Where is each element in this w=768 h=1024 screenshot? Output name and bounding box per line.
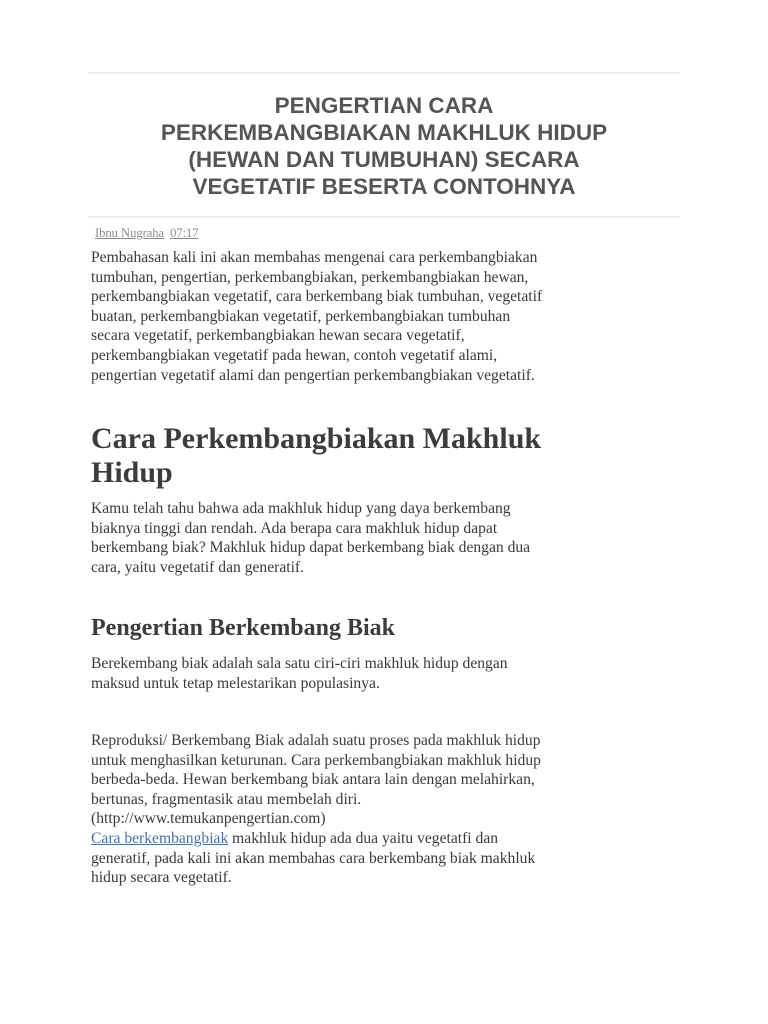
paragraph-cara-berkembangbiak-text: makhluk hidup ada dua yaitu vegetatfi dan generatif, pada kali ini akan membahas cara berkembang biak makhluk hidup secara vegetatif. <box>91 830 536 887</box>
section-heading-pengertian: Pengertian Berkembang Biak <box>91 615 395 641</box>
paragraph-cara-berkembangbiak <box>91 829 691 888</box>
intro-paragraph: Pembahasan kali ini akan membahas mengenai cara perkembangbiakan tumbuhan, pengertian, perkembangbiakan, perkembangbiakan hewan, perkembangbiakan vegetatif, cara berkembang biak tumbuhan, vegetatif buatan, perkembangbiakan vegetatif, perkembangbiakan tumbuhan secara vegetatif, perkembangbiakan hewan secara vegetatif, perkembangbiakan vegetatif pada hewan, contoh vegetatif alami, pengertian vegetatif alami dan pengertian perkembangbiakan vegetatif. <box>91 249 543 384</box>
top-divider <box>88 72 680 74</box>
article-title: PENGERTIAN CARA PERKEMBANGBIAKAN MAKHLUK HIDUP (HEWAN DAN TUMBUHAN) SECARA VEGETATIF BESERTA CONTOHNYA <box>160 93 608 199</box>
paragraph-definition: Berekembang biak adalah sala satu ciri-ciri makhluk hidup dengan maksud untuk tetap melestarikan populasinya. <box>91 655 508 692</box>
title-divider <box>88 216 680 218</box>
post-meta <box>95 226 199 241</box>
paragraph-reproduksi: Reproduksi/ Berkembang Biak adalah suatu proses pada makhluk hidup untuk menghasilkan keturunan. Cara perkembangbiakan makhluk hidup berbeda-beda. Hewan berkembang biak antara lain dengan melahirkan, bertunas, fragmentasik atau membelah diri. (http://www.temukanpengertian.com) <box>91 732 541 828</box>
author-link[interactable]: Ibnu Nugraha <box>95 226 165 240</box>
section-paragraph-cara: Kamu telah tahu bahwa ada makhluk hidup yang daya berkembang biaknya tinggi dan rendah. Ada berapa cara makhluk hidup dapat berkembang biak? Makhluk hidup dapat berkembang biak dengan dua cara, yaitu vegetatif dan generatif. <box>91 500 531 576</box>
post-time-link[interactable]: 07:17 <box>170 226 199 240</box>
cara-berkembangbiak-link[interactable]: Cara berkembangbiak <box>91 830 229 847</box>
section-heading-cara: Cara Perkembangbiakan Makhluk Hidup <box>91 422 542 489</box>
